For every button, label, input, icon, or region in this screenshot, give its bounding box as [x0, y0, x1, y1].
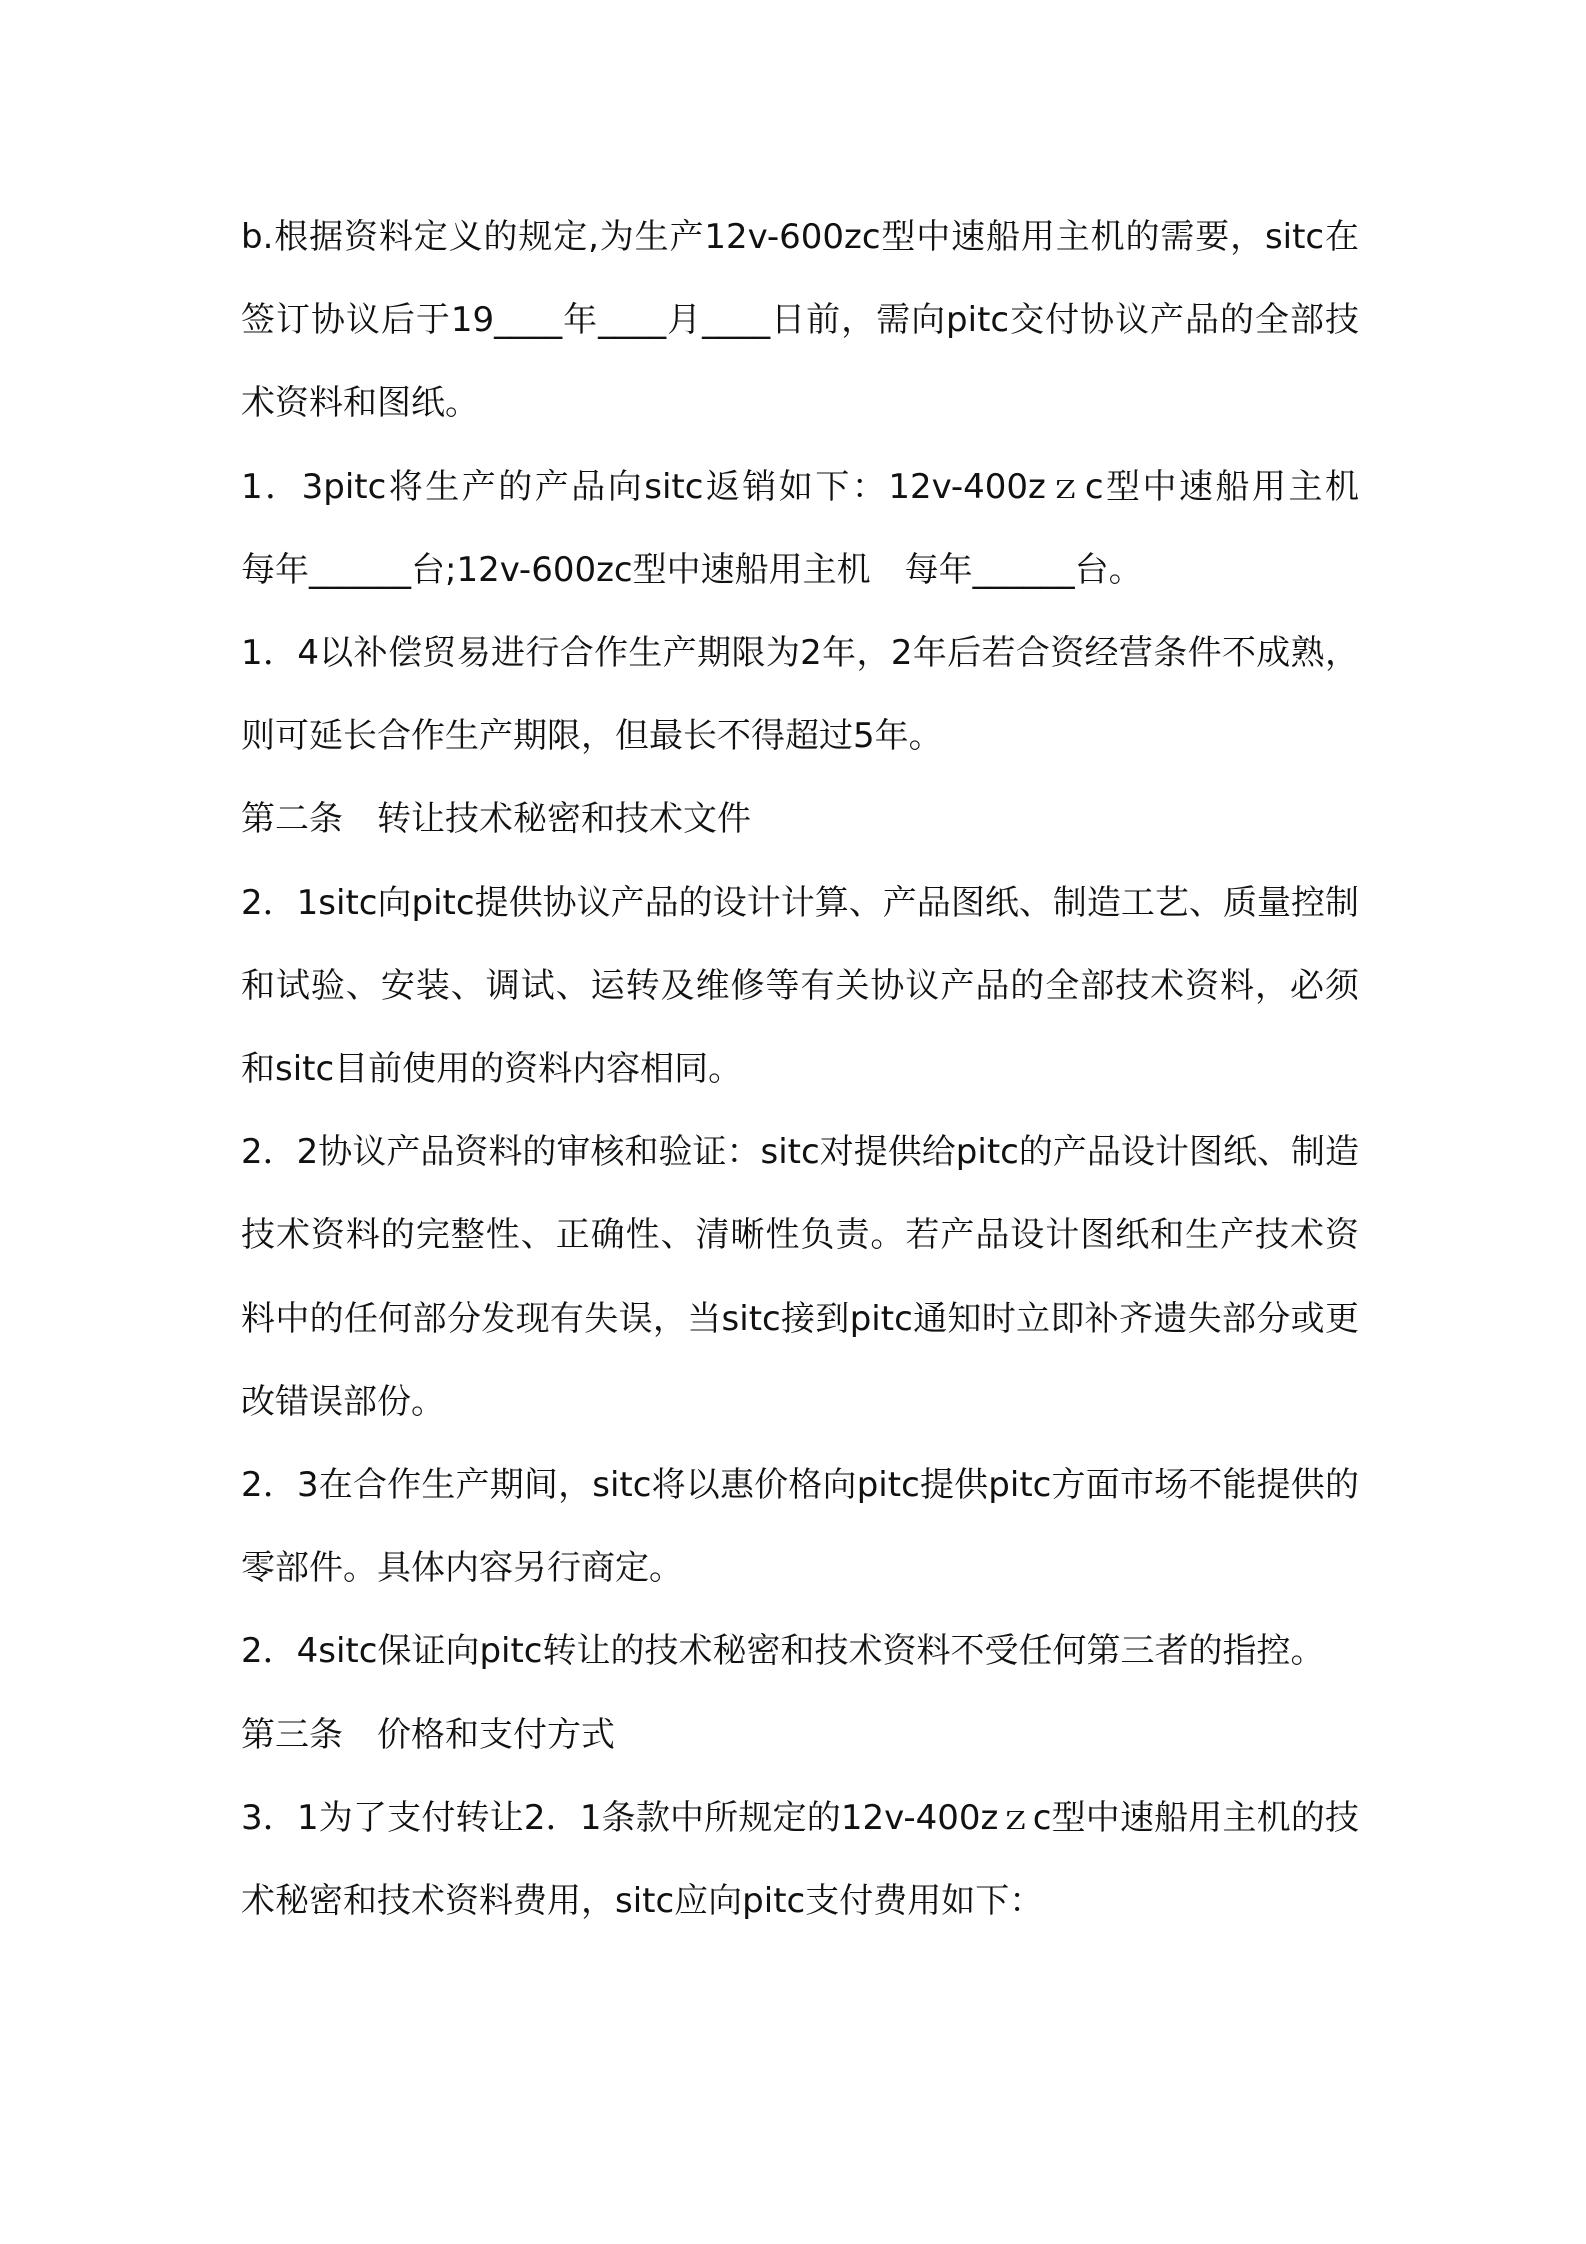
document-page	[241, 196, 1393, 1943]
paragraph-2-4-warranty: 2．4sitc保证向pitc转让的技术秘密和技术资料不受任何第三者的指控。	[241, 1631, 1325, 1672]
article-2-heading: 第二条 转让技术秘密和技术文件	[241, 799, 751, 840]
article-3-heading: 第三条 价格和支付方式	[241, 1714, 615, 1755]
paragraph-2-3-parts-supply: 2．3在合作生产期间，sitc将以惠价格向pitc提供pitc方面市场不能提供的零部件。具体内容另行商定。	[241, 1465, 1359, 1589]
paragraph-1-3-buyback: 1．3pitc将生产的产品向sitc返销如下：12v-400zｚc型中速船用主机 每年______台;12v-600zc型中速船用主机 每年______台。	[241, 466, 1393, 590]
paragraph-3-1-payment: 3．1为了支付转让2．1条款中所规定的12v-400zｚc型中速船用主机的技术秘密和技术资料费用，sitc应向pitc支付费用如下：	[241, 1797, 1359, 1922]
paragraph-b-technical-docs-delivery: b.根据资料定义的规定,为生产12v-600zc型中速船用主机的需要，sitc在签订协议后于19____年____月____日前，需向pitc交付协议产品的全部技术资料和图纸。	[241, 217, 1359, 424]
paragraph-2-2-review-verification: 2．2协议产品资料的审核和验证：sitc对提供给pitc的产品设计图纸、制造技术资料的完整性、正确性、清晰性负责。若产品设计图纸和生产技术资料中的任何部分发现有失误，当sitc接到pitc通知时立即补齐遗失部分或更改错误部份。	[241, 1132, 1359, 1422]
paragraph-1-4-cooperation-period: 1．4以补偿贸易进行合作生产期限为2年，2年后若合资经营条件不成熟，则可延长合作生产期限，但最长不得超过5年。	[241, 633, 1359, 757]
paragraph-2-1-technical-data: 2．1sitc向pitc提供协议产品的设计计算、产品图纸、制造工艺、质量控制和试验、安装、调试、运转及维修等有关协议产品的全部技术资料，必须和sitc目前使用的资料内容相同。	[241, 882, 1359, 1090]
